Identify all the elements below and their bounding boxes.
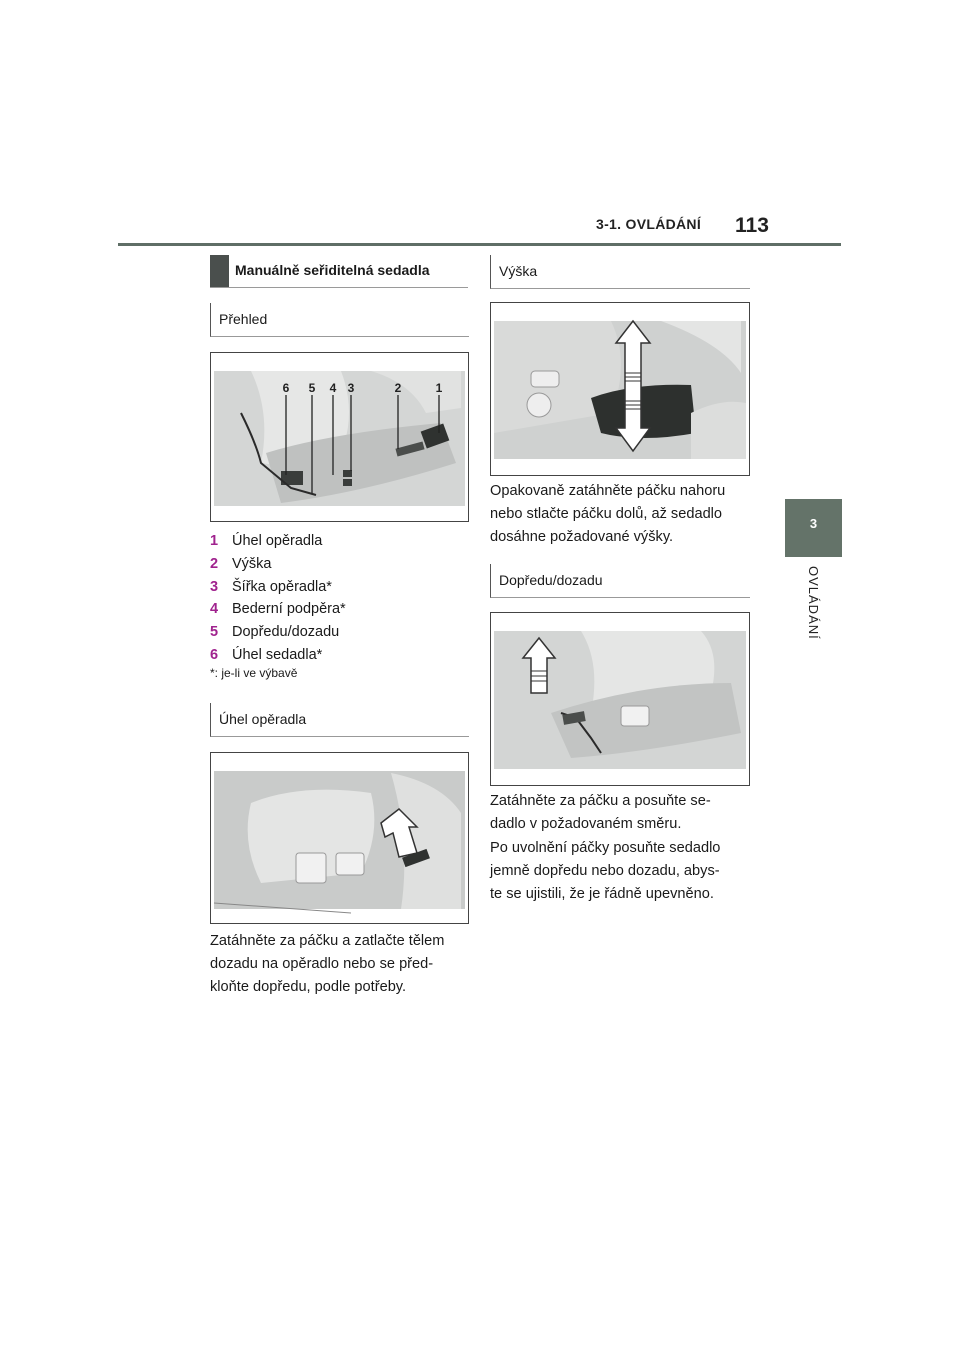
callout-4: 4 [329,381,337,395]
subheading-backrest [210,703,469,737]
figure-height-lever [490,302,750,476]
chapter-tab-label: OVLÁDÁNÍ [806,566,821,640]
figure-seat-overview [210,352,469,522]
figure-backrest-lever [210,752,469,924]
fore-aft-instructions-1: Zatáhněte za páčku a posuňte se- dadlo v požadovaném směru. [490,793,711,832]
header-rule [118,243,841,246]
callout-1: 1 [435,381,443,395]
list-item: 5 Dopředu/dozadu [210,624,340,641]
list-item: 3 Šířka opěradla* [210,578,332,595]
list-item: 6 Úhel sedadla* [210,646,323,663]
callout-3: 3 [347,381,355,395]
section-heading [210,255,468,288]
subheading-overview-text: Přehled [219,311,268,327]
subheading-fore-aft-text: Dopředu/dozadu [499,572,603,588]
subheading-overview [210,303,469,337]
figure-fore-aft-lever [490,612,750,786]
subheading-height-text: Výška [499,263,538,279]
callout-5: 5 [308,381,316,395]
subheading-fore-aft [490,564,750,598]
footnote: *: je-li ve výbavě [210,666,298,680]
overview-list [210,530,470,667]
chapter-header: 3-1. OVLÁDÁNÍ [596,216,702,232]
height-instructions: Opakovaně zatáhněte páčku nahoru nebo stlačte páčku dolů, až sedadlo dosáhne požadované výšky. [490,483,726,545]
section-heading-text: Manuálně seřiditelná sedadla [235,262,430,278]
list-item: 4 Bederní podpěra* [210,601,346,618]
subheading-backrest-text: Úhel opěradla [219,711,307,727]
backrest-instructions: Zatáhněte za páčku a zatlačte tělem dozadu na opěradlo nebo se před- kloňte dopředu, podle potřeby. [210,933,445,995]
callout-6: 6 [282,381,290,395]
page-number: 113 [735,214,769,237]
chapter-tab-number: 3 [809,516,818,531]
section-heading-marker [210,255,229,287]
callout-2: 2 [394,381,402,395]
list-item: 1 Úhel opěradla [210,533,323,549]
list-item: 2 Výška [210,555,272,572]
fore-aft-instructions-2: Po uvolnění páčky posuňte sedadlo jemně dopředu nebo dozadu, abys- te se ujistili, že je řádně upevněno. [490,840,721,902]
subheading-height [490,255,750,289]
